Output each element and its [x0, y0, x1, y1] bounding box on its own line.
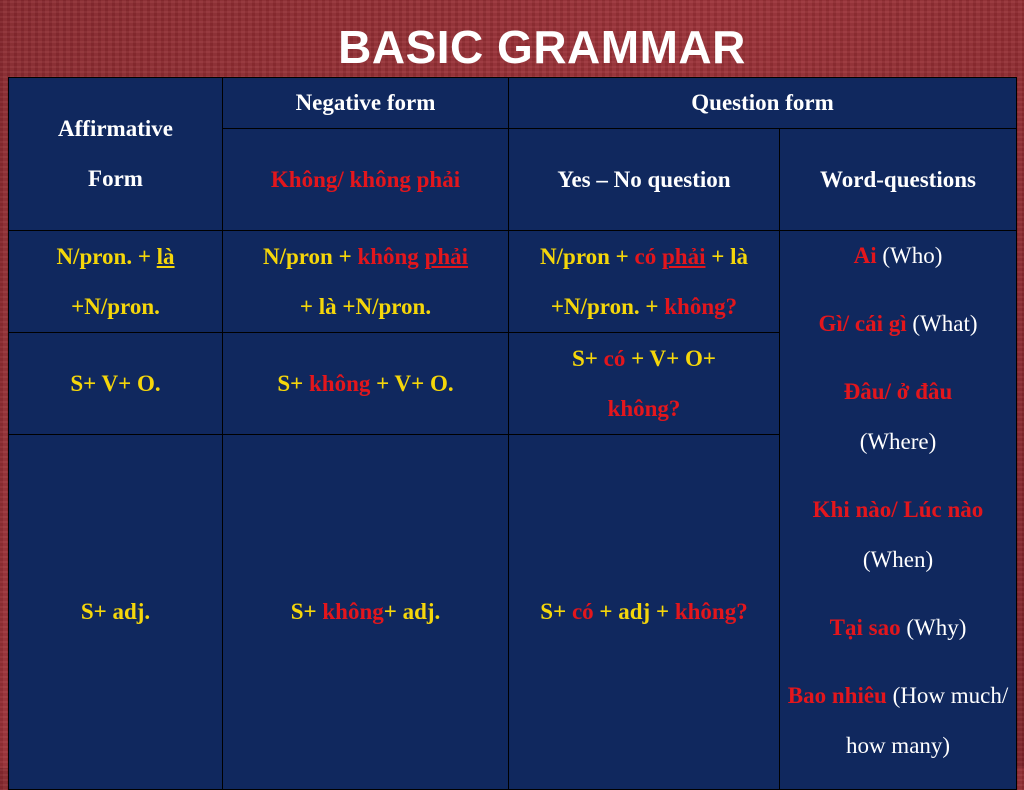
text: S+ [540, 599, 572, 624]
subheader-yes-no-question: Yes – No question [509, 129, 780, 231]
row1-question [509, 231, 780, 333]
word-question-item [786, 367, 1010, 467]
text: + V+ O. [370, 370, 454, 396]
text: là [156, 243, 175, 269]
text: có [603, 345, 626, 371]
text: Bao nhiêu [787, 683, 887, 708]
text: S+ [277, 370, 309, 396]
header-affirmative-line1: Affirmative [58, 116, 173, 141]
text: (Who) [876, 243, 943, 268]
subheader-word-questions: Word-questions [780, 129, 1017, 231]
text: (What) [906, 311, 978, 336]
word-question-item [786, 231, 1010, 281]
text: S+ [571, 345, 604, 371]
word-questions-list [780, 231, 1017, 790]
text: Khi nào/ Lúc nào [812, 497, 984, 522]
row1-negative [223, 231, 509, 333]
text: N/pron. + [56, 243, 157, 269]
slide-title: BASIC GRAMMAR [338, 21, 746, 73]
word-question-item [786, 299, 1010, 349]
text: +N/pron. + [550, 293, 665, 319]
row2-affirmative: S+ V+ O. [9, 333, 223, 435]
text: +N/pron. [71, 293, 160, 319]
word-question-item [786, 603, 1010, 653]
grammar-table [8, 77, 1017, 790]
header-question-form: Question form [509, 78, 1017, 129]
word-question-item [786, 671, 1010, 771]
header-affirmative-line2: Form [88, 166, 143, 191]
row2-question [509, 333, 780, 435]
header-negative-form: Negative form [223, 78, 509, 129]
row3-negative [223, 435, 509, 790]
text: + là [705, 243, 748, 269]
row2-negative [223, 333, 509, 435]
text: Tại sao [829, 615, 901, 640]
subheader-negative [223, 129, 509, 231]
text: (Why) [900, 615, 967, 640]
text: + V+ O+ [625, 345, 717, 371]
text: Ai [853, 243, 877, 268]
row3-question [509, 435, 780, 790]
word-question-item [786, 485, 1010, 585]
text: S+ [290, 599, 323, 624]
text: Đâu/ ở đâu [843, 379, 953, 404]
row3-affirmative: S+ adj. [9, 435, 223, 790]
text: không [308, 370, 371, 396]
text: có [571, 599, 594, 624]
text: (Where) [859, 429, 937, 454]
text: phải [424, 243, 469, 269]
text: không? [664, 293, 738, 319]
text: (When) [862, 547, 934, 572]
text: không? [674, 599, 748, 624]
text: (How much/ how many) [845, 683, 1009, 758]
text: có [634, 243, 662, 269]
text: không [322, 599, 384, 624]
text: + adj. [383, 599, 441, 624]
text: phải [661, 243, 706, 269]
text: Gì/ cái gì [818, 311, 907, 336]
text: N/pron + [540, 243, 635, 269]
text: không? [607, 395, 681, 421]
text: + adj + [593, 599, 675, 624]
row1-affirmative [9, 231, 223, 333]
header-affirmative-form [9, 78, 223, 231]
text: N/pron + [262, 243, 358, 269]
text: + là +N/pron. [299, 293, 432, 319]
text: không [357, 243, 425, 269]
negative-marker-text: Không/ không phải [270, 166, 461, 192]
